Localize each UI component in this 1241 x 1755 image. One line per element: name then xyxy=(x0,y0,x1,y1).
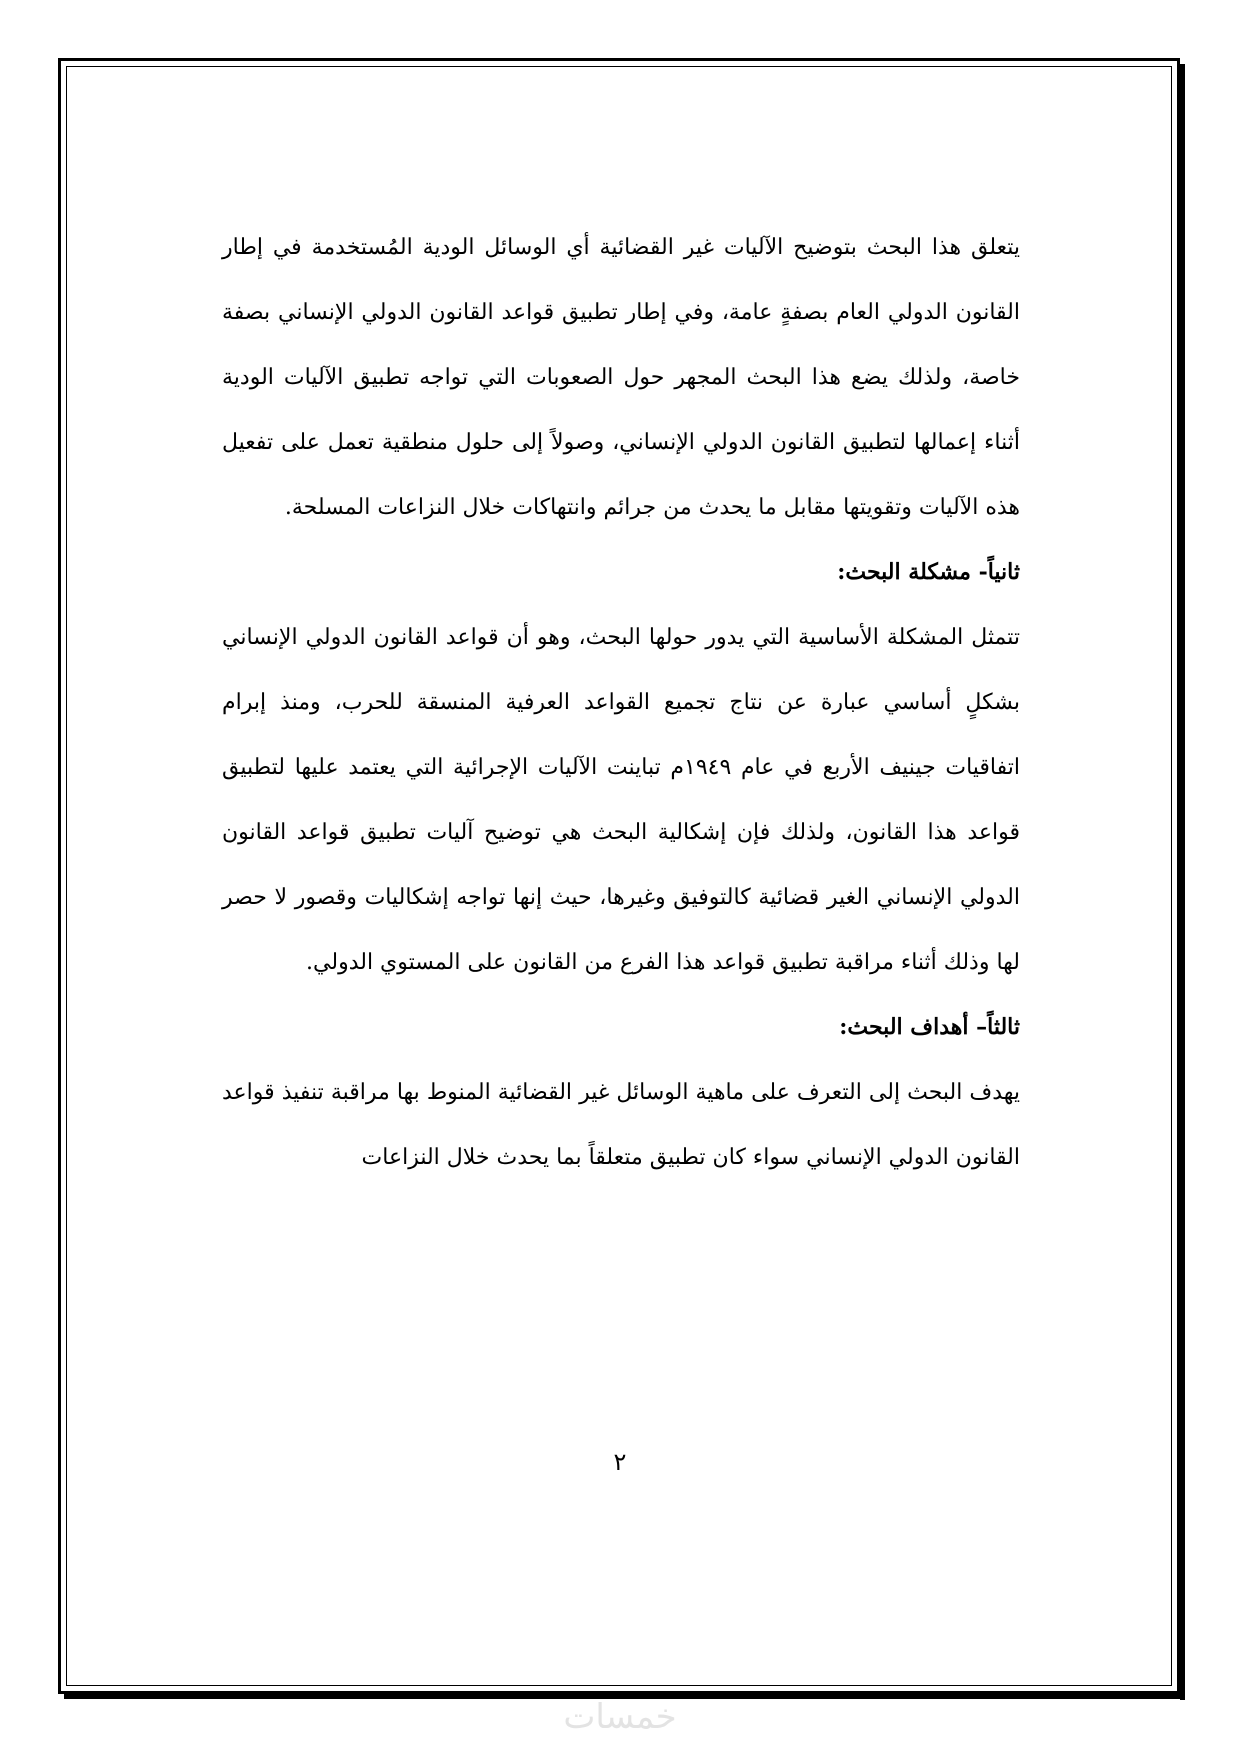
heading-research-objectives: ثالثاً– أهداف البحث: xyxy=(839,1014,1020,1040)
paragraph-research-problem: تتمثل المشكلة الأساسية التي يدور حولها البحث، وهو أن قواعد القانون الدولي الإنساني بشكلٍ أساسي عبارة عن نتاج تجميع القواعد العرفية المنسقة للحرب، ومنذ إبرام اتفاقيات جينيف الأربع في عام ١٩٤٩م تباينت الآليات الإجرائية التي يعتمد عليها لتطبيق قواعد هذا القانون، ولذلك فإن إشكالية البحث هي توضيح آليات تطبيق قواعد القانون الدولي الإنساني الغير قضائية كالتوفيق وغيرها، حيث إنها تواجه إشكاليات وقصور لا حصر لها وذلك أثناء مراقبة تطبيق قواعد هذا الفرع من القانون على المستوي الدولي. xyxy=(222,625,1020,975)
page-number: ٢ xyxy=(613,1448,627,1476)
paragraph-research-objectives: يهدف البحث إلى التعرف على ماهية الوسائل غير القضائية المنوط بها مراقبة تنفيذ قواعد القانون الدولي الإنساني سواء كان تطبيق متعلقاً بما يحدث خلال النزاعات xyxy=(222,1080,1020,1170)
document-body xyxy=(222,215,1020,1190)
paragraph-intro: يتعلق هذا البحث بتوضيح الآليات غير القضائية أي الوسائل الودية المُستخدمة في إطار القانون الدولي العام بصفةٍ عامة، وفي إطار تطبيق قواعد القانون الدولي الإنساني بصفة خاصة، ولذلك يضع هذا البحث المجهر حول الصعوبات التي تواجه تطبيق الآليات الودية أثناء إعمالها لتطبيق القانون الدولي الإنساني، وصولاً إلى حلول منطقية تعمل على تفعيل هذه الآليات وتقويتها مقابل ما يحدث من جرائم وانتهاكات خلال النزاعات المسلحة. xyxy=(222,235,1020,520)
page-shadow-right xyxy=(1180,64,1185,1700)
heading-research-problem: ثانياً- مشكلة البحث: xyxy=(837,559,1020,585)
watermark-logo: خمسات xyxy=(563,1697,677,1737)
